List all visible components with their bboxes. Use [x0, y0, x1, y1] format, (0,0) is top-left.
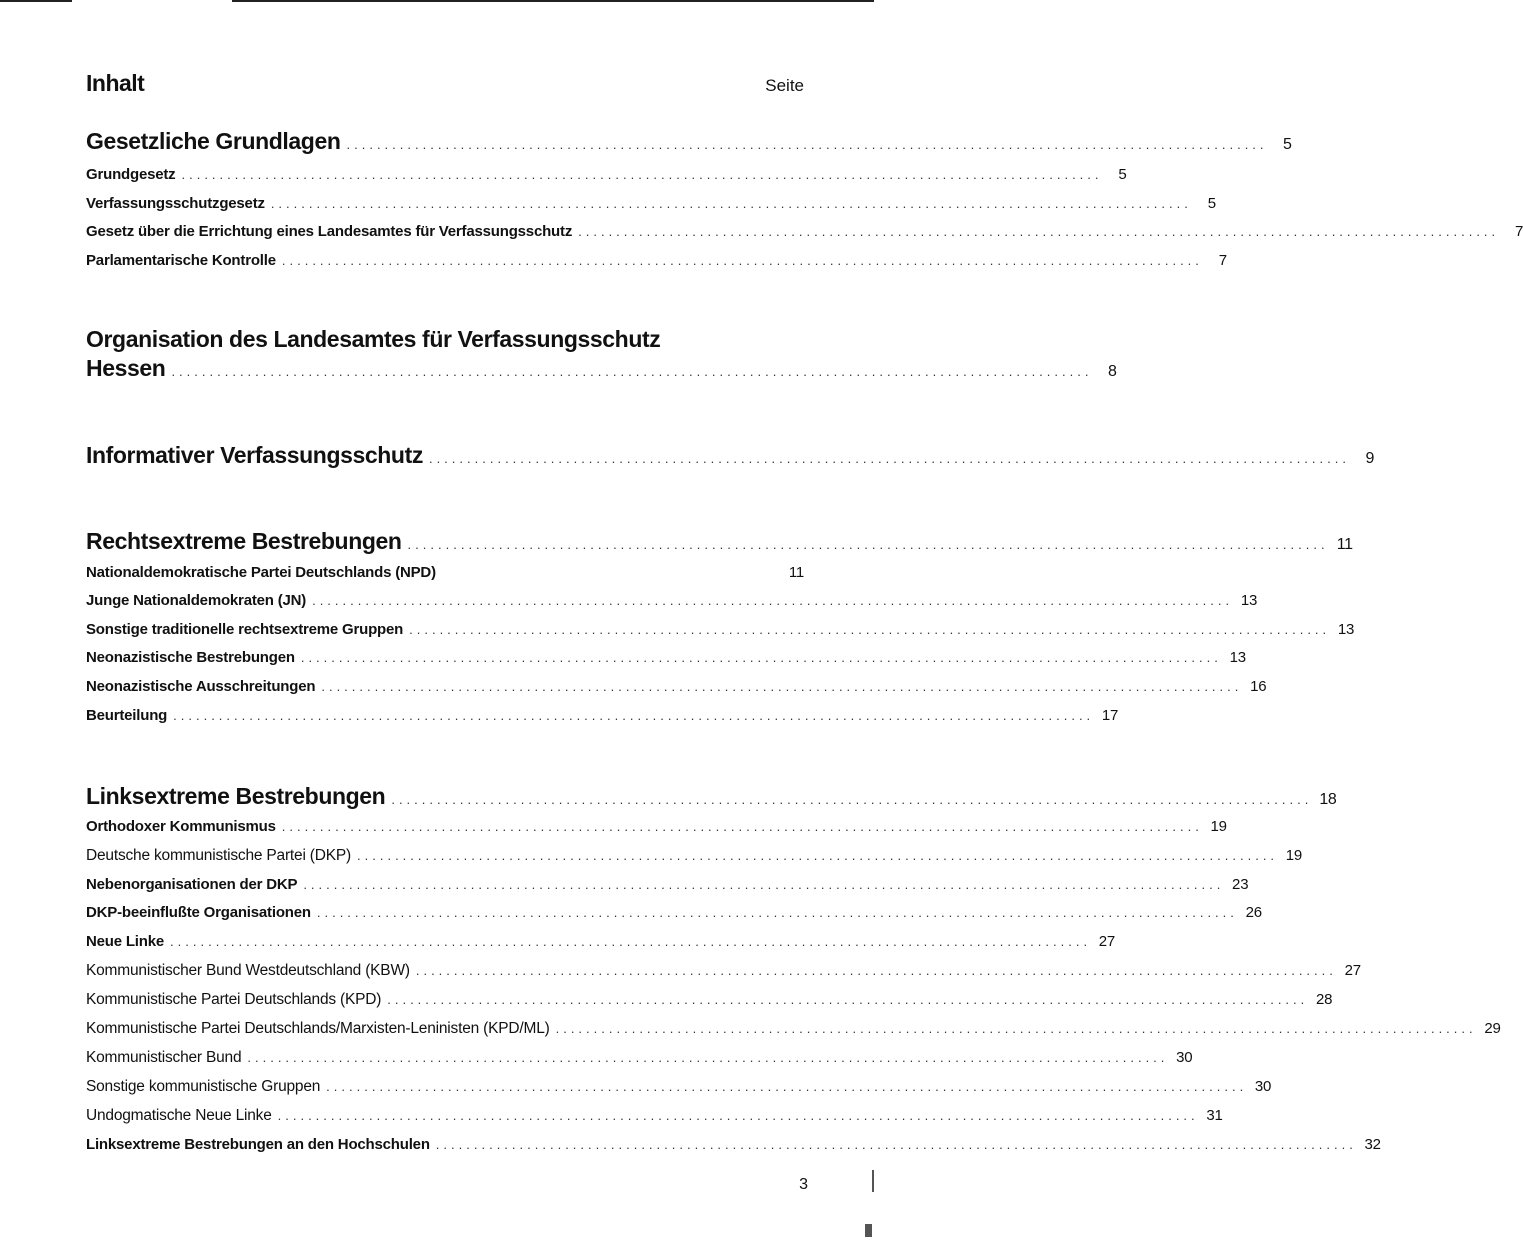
- toc-entry[interactable]: Kommunistische Partei Deutschlands (KPD) ......................................................................................................................... 28: [86, 991, 1333, 1008]
- toc-entry[interactable]: Kommunistischer Bund Westdeutschland (KBW) ......................................................................................................................... 27: [86, 962, 1361, 979]
- leader-dots: .........................................................................................................................: [247, 1050, 1169, 1065]
- toc-entry[interactable]: Nationaldemokratische Partei Deutschlands (NPD) 11: [86, 564, 804, 581]
- section-heading-organisation-line1[interactable]: Organisation des Landesamtes für Verfassungsschutz: [86, 326, 661, 352]
- leader-dots: .........................................................................................................................: [415, 963, 1337, 978]
- toc-entry[interactable]: Neonazistische Ausschreitungen ......................................................................................................................... 16: [86, 678, 1267, 695]
- leader-dots: .........................................................................................................................: [270, 196, 1192, 211]
- leader-dots: .........................................................................................................................: [171, 364, 1093, 379]
- scan-edge-mark: [872, 1170, 874, 1192]
- leader-dots: .........................................................................................................................: [435, 1137, 1357, 1152]
- toc-entry[interactable]: Nebenorganisationen der DKP ......................................................................................................................... 23: [86, 876, 1249, 893]
- scan-top-line-right: [232, 0, 874, 2]
- section-heading-organisation[interactable]: Hessen ......................................................................................................................... 8: [86, 355, 1117, 381]
- leader-dots: .........................................................................................................................: [173, 708, 1095, 723]
- leader-dots: .........................................................................................................................: [277, 1108, 1199, 1123]
- leader-dots: .........................................................................................................................: [555, 1021, 1477, 1036]
- toc-entry[interactable]: Beurteilung ......................................................................................................................... 17: [86, 707, 1119, 724]
- leader-dots: .........................................................................................................................: [181, 167, 1103, 182]
- toc-entry[interactable]: Orthodoxer Kommunismus ......................................................................................................................... 19: [86, 818, 1227, 835]
- section-heading-rechtsextreme-bestrebungen[interactable]: Rechtsextreme Bestrebungen ......................................................................................................................... 11: [86, 528, 1353, 554]
- toc-entry[interactable]: Kommunistische Partei Deutschlands/Marxisten-Leninisten (KPD/ML) ......................................................................................................................... 29: [86, 1020, 1501, 1037]
- toc-entry[interactable]: Junge Nationaldemokraten (JN) ......................................................................................................................... 13: [86, 592, 1258, 609]
- leader-dots: .........................................................................................................................: [326, 1079, 1248, 1094]
- scan-top-line-left: [0, 0, 72, 2]
- leader-dots: .........................................................................................................................: [321, 679, 1243, 694]
- section-heading-informativer-verfassungsschutz[interactable]: Informativer Verfassungsschutz ......................................................................................................................... 9: [86, 442, 1374, 468]
- leader-dots: .........................................................................................................................: [391, 792, 1313, 807]
- section-heading-gesetzliche-grundlagen[interactable]: Gesetzliche Grundlagen ......................................................................................................................... 5: [86, 128, 1292, 154]
- toc-title: Inhalt: [86, 70, 145, 96]
- toc-entry[interactable]: Gesetz über die Errichtung eines Landesamtes für Verfassungsschutz ......................................................................................................................... 7: [86, 223, 1523, 240]
- toc-entry[interactable]: Grundgesetz ......................................................................................................................... 5: [86, 166, 1127, 183]
- toc-entry[interactable]: Verfassungsschutzgesetz ......................................................................................................................... 5: [86, 195, 1216, 212]
- page-number: 3: [799, 1176, 808, 1193]
- leader-dots: .........................................................................................................................: [346, 137, 1268, 152]
- toc-entry[interactable]: Neue Linke ......................................................................................................................... 27: [86, 933, 1116, 950]
- leader-dots: .........................................................................................................................: [428, 451, 1350, 466]
- leader-dots: .........................................................................................................................: [281, 253, 1203, 268]
- toc-entry[interactable]: Sonstige traditionelle rechtsextreme Gruppen ......................................................................................................................... 13: [86, 621, 1355, 638]
- leader-dots: .........................................................................................................................: [281, 819, 1203, 834]
- toc-entry[interactable]: Linksextreme Bestrebungen an den Hochschulen ......................................................................................................................... 32: [86, 1136, 1381, 1153]
- leader-dots: .........................................................................................................................: [312, 593, 1234, 608]
- scan-corner-mark: [865, 1224, 872, 1237]
- leader-dots: .........................................................................................................................: [170, 934, 1092, 949]
- toc-entry[interactable]: Sonstige kommunistische Gruppen ......................................................................................................................... 30: [86, 1078, 1272, 1095]
- leader-dots: .........................................................................................................................: [357, 848, 1279, 863]
- leader-dots: .........................................................................................................................: [578, 224, 1500, 239]
- page-column-label: Seite: [765, 76, 804, 95]
- toc-entry[interactable]: Kommunistischer Bund ......................................................................................................................... 30: [86, 1049, 1193, 1066]
- toc-entry[interactable]: DKP-beeinflußte Organisationen ......................................................................................................................... 26: [86, 904, 1262, 921]
- leader-dots: .........................................................................................................................: [300, 650, 1222, 665]
- toc-entry[interactable]: Undogmatische Neue Linke ......................................................................................................................... 31: [86, 1107, 1223, 1124]
- leader-dots: .........................................................................................................................: [387, 992, 1309, 1007]
- leader-dots: .........................................................................................................................: [409, 622, 1331, 637]
- toc-header: [86, 70, 804, 106]
- toc-entry[interactable]: Parlamentarische Kontrolle ......................................................................................................................... 7: [86, 252, 1227, 269]
- section-heading-linksextreme-bestrebungen[interactable]: Linksextreme Bestrebungen ......................................................................................................................... 18: [86, 783, 1337, 809]
- toc-entry[interactable]: Deutsche kommunistische Partei (DKP) ......................................................................................................................... 19: [86, 847, 1303, 864]
- leader-dots: .........................................................................................................................: [316, 905, 1238, 920]
- toc-entry[interactable]: Neonazistische Bestrebungen ......................................................................................................................... 13: [86, 649, 1246, 666]
- leader-dots: .........................................................................................................................: [407, 537, 1329, 552]
- leader-dots: .........................................................................................................................: [303, 877, 1225, 892]
